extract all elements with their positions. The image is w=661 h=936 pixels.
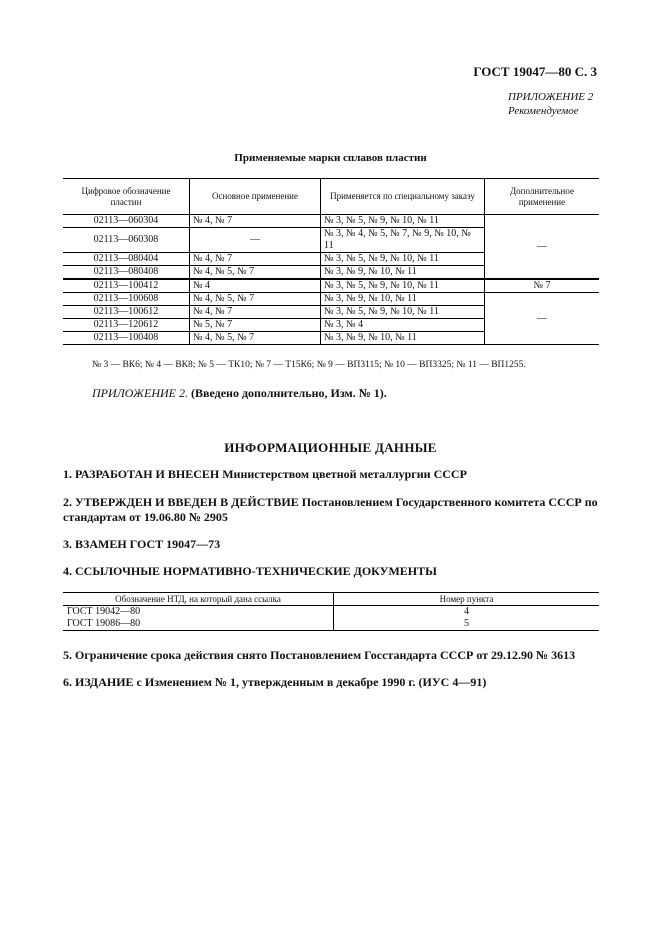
cell-main: № 4, № 5, № 7 [190, 293, 321, 306]
cell-main: — [190, 228, 321, 253]
cell-code: 02113—100612 [93, 306, 159, 317]
column-header: Дополнительное применение [485, 179, 600, 215]
cell-special: № 3, № 5, № 9, № 10, № 11 [321, 215, 485, 228]
cell-code: 02113—120612 [93, 319, 159, 330]
cell-doc: ГОСТ 19086—80 [67, 618, 141, 629]
info-item: 6. ИЗДАНИЕ с Изменением № 1, утвержденным в декабре 1990 г. (ИУС 4—91) [63, 675, 487, 689]
cell-main: № 4, № 7 [190, 215, 321, 228]
cell-special: № 3, № 4 [321, 319, 485, 332]
cell-extra: — [485, 293, 600, 345]
cell-main: № 4, № 7 [190, 253, 321, 266]
cell-point: 4 [334, 606, 600, 619]
table-row [63, 293, 599, 306]
alloy-legend: № 3 — ВК6; № 4 — ВК8; № 5 — ТК10; № 7 — Т15К6; № 9 — ВП3115; № 10 — ВП3325; № 11 — ВП1255. [92, 360, 526, 370]
cell-special: № 3, № 5, № 9, № 10, № 11 [321, 306, 485, 319]
appendix-ref: ПРИЛОЖЕНИЕ 2. [92, 386, 188, 400]
table-header-row [63, 179, 599, 215]
appendix-change-note [92, 386, 387, 401]
cell-main: № 4, № 7 [190, 306, 321, 319]
cell-extra: № 7 [485, 279, 600, 293]
appendix-label [508, 90, 593, 118]
table-row [63, 606, 599, 619]
cell-code: 02113—100412 [93, 280, 159, 291]
change-note: (Введено дополнительно, Изм. № 1). [190, 386, 387, 400]
info-item: 2. УТВЕРЖДЕН И ВВЕДЕН В ДЕЙСТВИЕ Постановлением Государственного комитета СССР по стандартам от 19.06.80 № 2905 [63, 495, 598, 524]
info-item: 4. ССЫЛОЧНЫЕ НОРМАТИВНО-ТЕХНИЧЕСКИЕ ДОКУМЕНТЫ [63, 564, 437, 578]
page-header: ГОСТ 19047—80 С. 3 [473, 64, 597, 79]
table1-title: Применяемые марки сплавов пластин [234, 152, 427, 164]
cell-special: № 3, № 5, № 9, № 10, № 11 [321, 279, 485, 293]
cell-code: 02113—080404 [93, 253, 159, 264]
info-item: 1. РАЗРАБОТАН И ВНЕСЕН Министерством цветной металлургии СССР [63, 467, 467, 481]
cell-special: № 3, № 9, № 10, № 11 [321, 266, 485, 280]
column-header: Применяется по специальному заказу [321, 179, 485, 215]
table-row [63, 215, 599, 228]
reference-docs-table [63, 592, 599, 631]
appendix-number: ПРИЛОЖЕНИЕ 2 [508, 91, 594, 103]
cell-doc: ГОСТ 19042—80 [67, 606, 141, 617]
table-row [63, 618, 599, 631]
column-header: Основное применение [190, 179, 321, 215]
cell-extra: — [485, 215, 600, 280]
cell-special: № 3, № 9, № 10, № 11 [321, 293, 485, 306]
appendix-status: Рекомендуемое [508, 105, 579, 117]
column-header: Номер пункта [334, 593, 600, 606]
cell-main: № 4, № 5, № 7 [190, 266, 321, 280]
info-item: 5. Ограничение срока действия снято Постановлением Госстандарта СССР от 29.12.90 № 3613 [63, 648, 576, 662]
cell-code: 02113—060304 [93, 215, 159, 226]
column-header: Обозначение НТД, на который дана ссылка [63, 593, 334, 606]
cell-code: 02113—060308 [93, 234, 159, 245]
table-header-row [63, 593, 599, 606]
cell-main: № 5, № 7 [190, 319, 321, 332]
cell-special: № 3, № 4, № 5, № 7, № 9, № 10, № 11 [321, 228, 485, 253]
cell-special: № 3, № 5, № 9, № 10, № 11 [321, 253, 485, 266]
cell-code: 02113—080408 [93, 266, 159, 277]
cell-code: 02113—100608 [93, 293, 159, 304]
cell-main: № 4, № 5, № 7 [190, 332, 321, 345]
cell-point: 5 [334, 618, 600, 631]
alloy-grades-table [63, 178, 599, 345]
info-title: ИНФОРМАЦИОННЫЕ ДАННЫЕ [224, 440, 437, 455]
cell-special: № 3, № 9, № 10, № 11 [321, 332, 485, 345]
cell-main: № 4 [190, 279, 321, 293]
table-row [63, 279, 599, 293]
column-header: Цифровое обозначение пластин [81, 185, 171, 207]
info-item: 3. ВЗАМЕН ГОСТ 19047—73 [63, 537, 221, 551]
cell-code: 02113—100408 [93, 332, 159, 343]
